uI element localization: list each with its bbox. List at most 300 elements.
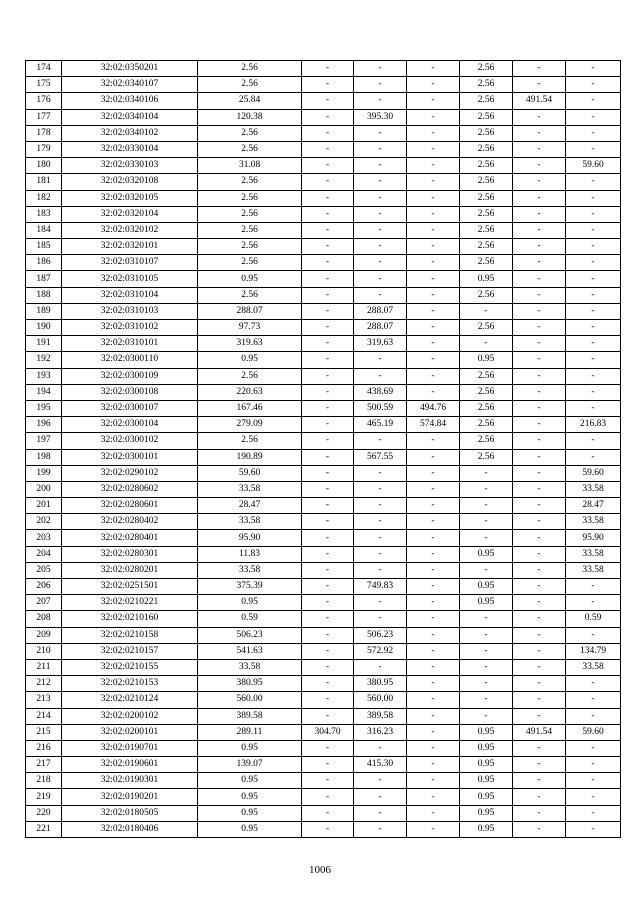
table-cell: - — [566, 336, 621, 352]
table-cell: 59.60 — [566, 724, 621, 740]
table-cell: - — [354, 158, 407, 174]
table-cell: - — [407, 724, 460, 740]
table-cell: - — [566, 61, 621, 77]
table-row — [26, 757, 621, 773]
table-cell: - — [513, 125, 566, 141]
table-cell: - — [513, 692, 566, 708]
table-cell: 32:02:0251501 — [62, 579, 198, 595]
table-cell: 0.95 — [460, 773, 513, 789]
table-cell: - — [566, 320, 621, 336]
table-cell: - — [302, 611, 354, 627]
table-cell: 210 — [26, 643, 62, 659]
table-cell: - — [460, 514, 513, 530]
data-table — [25, 60, 621, 838]
table-cell: - — [460, 465, 513, 481]
table-cell: 32:02:0280201 — [62, 562, 198, 578]
table-cell: 33.58 — [566, 546, 621, 562]
table-cell: - — [302, 303, 354, 319]
table-row — [26, 805, 621, 821]
table-cell: - — [407, 141, 460, 157]
table-cell: - — [302, 109, 354, 125]
table-cell: - — [407, 206, 460, 222]
table-cell: 560.00 — [198, 692, 302, 708]
table-cell: 180 — [26, 158, 62, 174]
table-cell: 0.95 — [460, 579, 513, 595]
table-cell: 32:02:0210158 — [62, 627, 198, 643]
table-row — [26, 190, 621, 206]
table-row — [26, 320, 621, 336]
table-cell: - — [513, 481, 566, 497]
table-cell: 33.58 — [566, 481, 621, 497]
table-cell: - — [354, 740, 407, 756]
table-cell: - — [302, 320, 354, 336]
table-cell: 0.59 — [198, 611, 302, 627]
table-cell: - — [513, 465, 566, 481]
table-cell: - — [566, 579, 621, 595]
table-cell: 59.60 — [198, 465, 302, 481]
table-cell: - — [302, 384, 354, 400]
table-cell: - — [302, 368, 354, 384]
table-row — [26, 595, 621, 611]
table-cell: 32:02:0350201 — [62, 61, 198, 77]
table-cell: - — [460, 562, 513, 578]
table-cell: 33.58 — [198, 514, 302, 530]
table-cell: 2.56 — [460, 239, 513, 255]
table-cell: - — [513, 222, 566, 238]
table-cell: - — [302, 481, 354, 497]
table-cell: 207 — [26, 595, 62, 611]
table-cell: - — [513, 433, 566, 449]
table-cell: 216 — [26, 740, 62, 756]
table-cell: 2.56 — [460, 174, 513, 190]
table-cell: - — [566, 384, 621, 400]
table-cell: - — [407, 239, 460, 255]
table-cell: - — [566, 352, 621, 368]
table-cell: 32:02:0290102 — [62, 465, 198, 481]
table-row — [26, 627, 621, 643]
table-cell: 32:02:0200101 — [62, 724, 198, 740]
table-cell: 32:02:0340106 — [62, 93, 198, 109]
table-cell: - — [407, 627, 460, 643]
table-cell: - — [513, 498, 566, 514]
table-cell: - — [513, 514, 566, 530]
table-cell: - — [407, 465, 460, 481]
table-cell: - — [566, 740, 621, 756]
table-cell: - — [407, 481, 460, 497]
table-cell: 206 — [26, 579, 62, 595]
table-cell: 541.63 — [198, 643, 302, 659]
table-cell: - — [513, 352, 566, 368]
table-cell: 0.95 — [460, 821, 513, 837]
table-cell: - — [513, 659, 566, 675]
table-cell: 288.07 — [354, 320, 407, 336]
table-cell: - — [407, 789, 460, 805]
table-row — [26, 514, 621, 530]
table-cell: 32:02:0190601 — [62, 757, 198, 773]
table-row — [26, 562, 621, 578]
table-cell: - — [566, 287, 621, 303]
table-cell: - — [407, 336, 460, 352]
table-cell: - — [354, 255, 407, 271]
table-row — [26, 676, 621, 692]
table-cell: 189 — [26, 303, 62, 319]
table-cell: - — [566, 222, 621, 238]
table-cell: - — [566, 368, 621, 384]
table-cell: - — [407, 93, 460, 109]
table-cell: 32:02:0300107 — [62, 400, 198, 416]
table-cell: 194 — [26, 384, 62, 400]
table-cell: - — [566, 271, 621, 287]
table-cell: 178 — [26, 125, 62, 141]
table-cell: - — [513, 611, 566, 627]
table-cell: - — [566, 255, 621, 271]
table-cell: - — [354, 611, 407, 627]
table-cell: - — [354, 77, 407, 93]
table-cell: - — [407, 659, 460, 675]
table-cell: 375.39 — [198, 579, 302, 595]
table-cell: - — [513, 271, 566, 287]
table-cell: 0.95 — [198, 773, 302, 789]
table-cell: - — [407, 498, 460, 514]
table-cell: - — [407, 692, 460, 708]
table-cell: 220.63 — [198, 384, 302, 400]
table-cell: 2.56 — [198, 255, 302, 271]
table-row — [26, 77, 621, 93]
table-cell: - — [354, 805, 407, 821]
table-cell: - — [407, 287, 460, 303]
table-cell: - — [460, 692, 513, 708]
table-cell: 395.30 — [354, 109, 407, 125]
table-cell: 2.56 — [460, 93, 513, 109]
table-cell: 95.90 — [198, 530, 302, 546]
table-cell: - — [302, 190, 354, 206]
table-cell: 191 — [26, 336, 62, 352]
table-cell: 167.46 — [198, 400, 302, 416]
table-cell: 560.00 — [354, 692, 407, 708]
table-cell: - — [566, 206, 621, 222]
table-cell: - — [354, 206, 407, 222]
table-cell: - — [302, 627, 354, 643]
table-cell: 220 — [26, 805, 62, 821]
table-cell: - — [513, 109, 566, 125]
table-cell: 2.56 — [460, 433, 513, 449]
table-cell: 32:02:0310105 — [62, 271, 198, 287]
table-cell: - — [566, 676, 621, 692]
table-cell: - — [513, 141, 566, 157]
table-cell: 2.56 — [198, 368, 302, 384]
table-row — [26, 481, 621, 497]
table-row — [26, 530, 621, 546]
table-cell: 32:02:0190701 — [62, 740, 198, 756]
table-cell: 28.47 — [566, 498, 621, 514]
table-cell: - — [566, 773, 621, 789]
table-row — [26, 740, 621, 756]
table-row — [26, 239, 621, 255]
table-cell: 2.56 — [460, 61, 513, 77]
table-cell: 288.07 — [198, 303, 302, 319]
table-cell: 32:02:0210160 — [62, 611, 198, 627]
table-cell: 572.92 — [354, 643, 407, 659]
table-cell: 177 — [26, 109, 62, 125]
table-cell: 32:02:0180505 — [62, 805, 198, 821]
table-cell: 32:02:0280601 — [62, 498, 198, 514]
table-cell: 32:02:0310102 — [62, 320, 198, 336]
table-cell: - — [407, 174, 460, 190]
table-cell: 32:02:0210124 — [62, 692, 198, 708]
table-cell: - — [407, 384, 460, 400]
table-cell: 197 — [26, 433, 62, 449]
table-cell: - — [354, 352, 407, 368]
table-cell: - — [302, 336, 354, 352]
table-cell: - — [513, 417, 566, 433]
table-row — [26, 433, 621, 449]
table-cell: - — [302, 287, 354, 303]
table-cell: - — [566, 141, 621, 157]
table-row — [26, 417, 621, 433]
table-cell: 32:02:0320102 — [62, 222, 198, 238]
table-cell: - — [354, 481, 407, 497]
table-row — [26, 465, 621, 481]
table-cell: - — [566, 190, 621, 206]
table-cell: 32:02:0320104 — [62, 206, 198, 222]
table-cell: - — [460, 708, 513, 724]
table-cell: - — [460, 643, 513, 659]
table-cell: - — [302, 61, 354, 77]
table-cell: 184 — [26, 222, 62, 238]
table-cell: 32:02:0200102 — [62, 708, 198, 724]
table-cell: - — [513, 400, 566, 416]
table-cell: 2.56 — [198, 287, 302, 303]
table-cell: - — [407, 546, 460, 562]
table-cell: - — [302, 708, 354, 724]
table-cell: - — [302, 77, 354, 93]
table-row — [26, 579, 621, 595]
table-cell: - — [302, 692, 354, 708]
table-cell: 2.56 — [198, 125, 302, 141]
table-cell: - — [407, 562, 460, 578]
table-cell: 319.63 — [198, 336, 302, 352]
table-cell: - — [513, 384, 566, 400]
table-cell: - — [302, 595, 354, 611]
table-cell: - — [302, 676, 354, 692]
table-cell: 32:02:0330103 — [62, 158, 198, 174]
table-cell: 32:02:0340102 — [62, 125, 198, 141]
table-cell: 190 — [26, 320, 62, 336]
table-cell: - — [354, 93, 407, 109]
table-cell: 215 — [26, 724, 62, 740]
table-cell: 2.56 — [460, 109, 513, 125]
table-row — [26, 368, 621, 384]
table-cell: 205 — [26, 562, 62, 578]
table-cell: 32:02:0300110 — [62, 352, 198, 368]
table-cell: 500.59 — [354, 400, 407, 416]
table-cell: - — [513, 740, 566, 756]
table-cell: - — [407, 611, 460, 627]
table-cell: 389.58 — [198, 708, 302, 724]
table-cell: 218 — [26, 773, 62, 789]
table-cell: 2.56 — [460, 400, 513, 416]
table-cell: - — [407, 109, 460, 125]
table-cell: - — [566, 789, 621, 805]
table-row — [26, 287, 621, 303]
table-row — [26, 498, 621, 514]
table-cell: 2.56 — [460, 368, 513, 384]
table-cell: - — [513, 206, 566, 222]
table-cell: 32:02:0310104 — [62, 287, 198, 303]
table-row — [26, 255, 621, 271]
table-cell: 2.56 — [460, 190, 513, 206]
table-cell: 32:02:0320105 — [62, 190, 198, 206]
table-cell: 32:02:0210155 — [62, 659, 198, 675]
page-number: 1006 — [309, 864, 331, 876]
table-cell: - — [460, 336, 513, 352]
table-cell: 2.56 — [460, 384, 513, 400]
table-cell: - — [513, 562, 566, 578]
table-cell: 211 — [26, 659, 62, 675]
table-cell: 0.95 — [198, 271, 302, 287]
table-cell: 33.58 — [566, 562, 621, 578]
table-cell: - — [460, 498, 513, 514]
table-cell: - — [302, 514, 354, 530]
table-cell: 195 — [26, 400, 62, 416]
table-cell: - — [407, 320, 460, 336]
table-cell: - — [407, 158, 460, 174]
table-cell: - — [513, 239, 566, 255]
table-cell: - — [407, 579, 460, 595]
table-row — [26, 821, 621, 837]
table-cell: - — [513, 174, 566, 190]
table-cell: 185 — [26, 239, 62, 255]
table-cell: 2.56 — [460, 206, 513, 222]
table-cell: - — [513, 805, 566, 821]
table-cell: - — [354, 61, 407, 77]
table-cell: 32:02:0280602 — [62, 481, 198, 497]
table-cell: - — [407, 514, 460, 530]
table-cell: - — [354, 595, 407, 611]
table-cell: - — [513, 287, 566, 303]
table-cell: 32:02:0300101 — [62, 449, 198, 465]
table-cell: - — [354, 465, 407, 481]
table-cell: 216.83 — [566, 417, 621, 433]
table-cell: 214 — [26, 708, 62, 724]
table-cell: 33.58 — [198, 659, 302, 675]
table-cell: 2.56 — [198, 77, 302, 93]
table-cell: - — [302, 417, 354, 433]
table-row — [26, 449, 621, 465]
table-cell: - — [302, 643, 354, 659]
table-cell: 0.59 — [566, 611, 621, 627]
table-cell: 2.56 — [460, 125, 513, 141]
table-cell: - — [354, 659, 407, 675]
table-cell: - — [566, 595, 621, 611]
table-cell: - — [407, 773, 460, 789]
table-cell: 2.56 — [198, 206, 302, 222]
table-cell: 567.55 — [354, 449, 407, 465]
table-cell: 2.56 — [198, 433, 302, 449]
table-cell: 32:02:0300104 — [62, 417, 198, 433]
table-row — [26, 174, 621, 190]
table-cell: - — [354, 190, 407, 206]
table-cell: - — [354, 368, 407, 384]
table-cell: 175 — [26, 77, 62, 93]
table-cell: - — [354, 239, 407, 255]
table-cell: 0.95 — [460, 757, 513, 773]
table-cell: - — [566, 805, 621, 821]
table-cell: - — [407, 433, 460, 449]
table-cell: - — [354, 530, 407, 546]
table-cell: - — [513, 336, 566, 352]
table-cell: - — [302, 789, 354, 805]
table-row — [26, 222, 621, 238]
table-cell: - — [566, 708, 621, 724]
table-cell: 0.95 — [198, 595, 302, 611]
table-cell: 494.76 — [407, 400, 460, 416]
table-cell: - — [354, 174, 407, 190]
table-cell: - — [407, 222, 460, 238]
table-cell: 11.83 — [198, 546, 302, 562]
table-cell: 139.07 — [198, 757, 302, 773]
table-cell: 491.54 — [513, 724, 566, 740]
table-cell: 199 — [26, 465, 62, 481]
table-cell: 221 — [26, 821, 62, 837]
table-cell: 2.56 — [460, 158, 513, 174]
table-row — [26, 271, 621, 287]
table-row — [26, 141, 621, 157]
table-cell: 574.84 — [407, 417, 460, 433]
table-cell: - — [302, 125, 354, 141]
table-cell: 32:02:0320101 — [62, 239, 198, 255]
table-cell: - — [407, 125, 460, 141]
table-row — [26, 303, 621, 319]
table-cell: 213 — [26, 692, 62, 708]
table-cell: 380.95 — [198, 676, 302, 692]
table-cell: 32:02:0190201 — [62, 789, 198, 805]
table-cell: - — [302, 433, 354, 449]
table-cell: - — [302, 449, 354, 465]
table-cell: 304.70 — [302, 724, 354, 740]
table-cell: - — [566, 93, 621, 109]
table-cell: 2.56 — [460, 255, 513, 271]
table-cell: 32:02:0210221 — [62, 595, 198, 611]
table-cell: 0.95 — [460, 595, 513, 611]
table-cell: 0.95 — [198, 352, 302, 368]
table-cell: 438.69 — [354, 384, 407, 400]
table-cell: 33.58 — [566, 514, 621, 530]
table-cell: - — [566, 400, 621, 416]
table-cell: 2.56 — [460, 77, 513, 93]
table-cell: 32:02:0210157 — [62, 643, 198, 659]
table-cell: - — [407, 368, 460, 384]
table-row — [26, 93, 621, 109]
table-row — [26, 109, 621, 125]
table-cell: - — [566, 109, 621, 125]
table-cell: - — [460, 481, 513, 497]
table-cell: - — [354, 498, 407, 514]
table-cell: 198 — [26, 449, 62, 465]
table-cell: 32:02:0340107 — [62, 77, 198, 93]
table-cell: - — [354, 141, 407, 157]
table-cell: - — [460, 627, 513, 643]
table-cell: - — [354, 222, 407, 238]
table-row — [26, 724, 621, 740]
table-cell: - — [302, 222, 354, 238]
table-cell: 97.73 — [198, 320, 302, 336]
table-cell: 415.30 — [354, 757, 407, 773]
table-cell: 32:02:0280301 — [62, 546, 198, 562]
table-cell: - — [513, 368, 566, 384]
table-cell: - — [513, 77, 566, 93]
table-cell: - — [302, 562, 354, 578]
